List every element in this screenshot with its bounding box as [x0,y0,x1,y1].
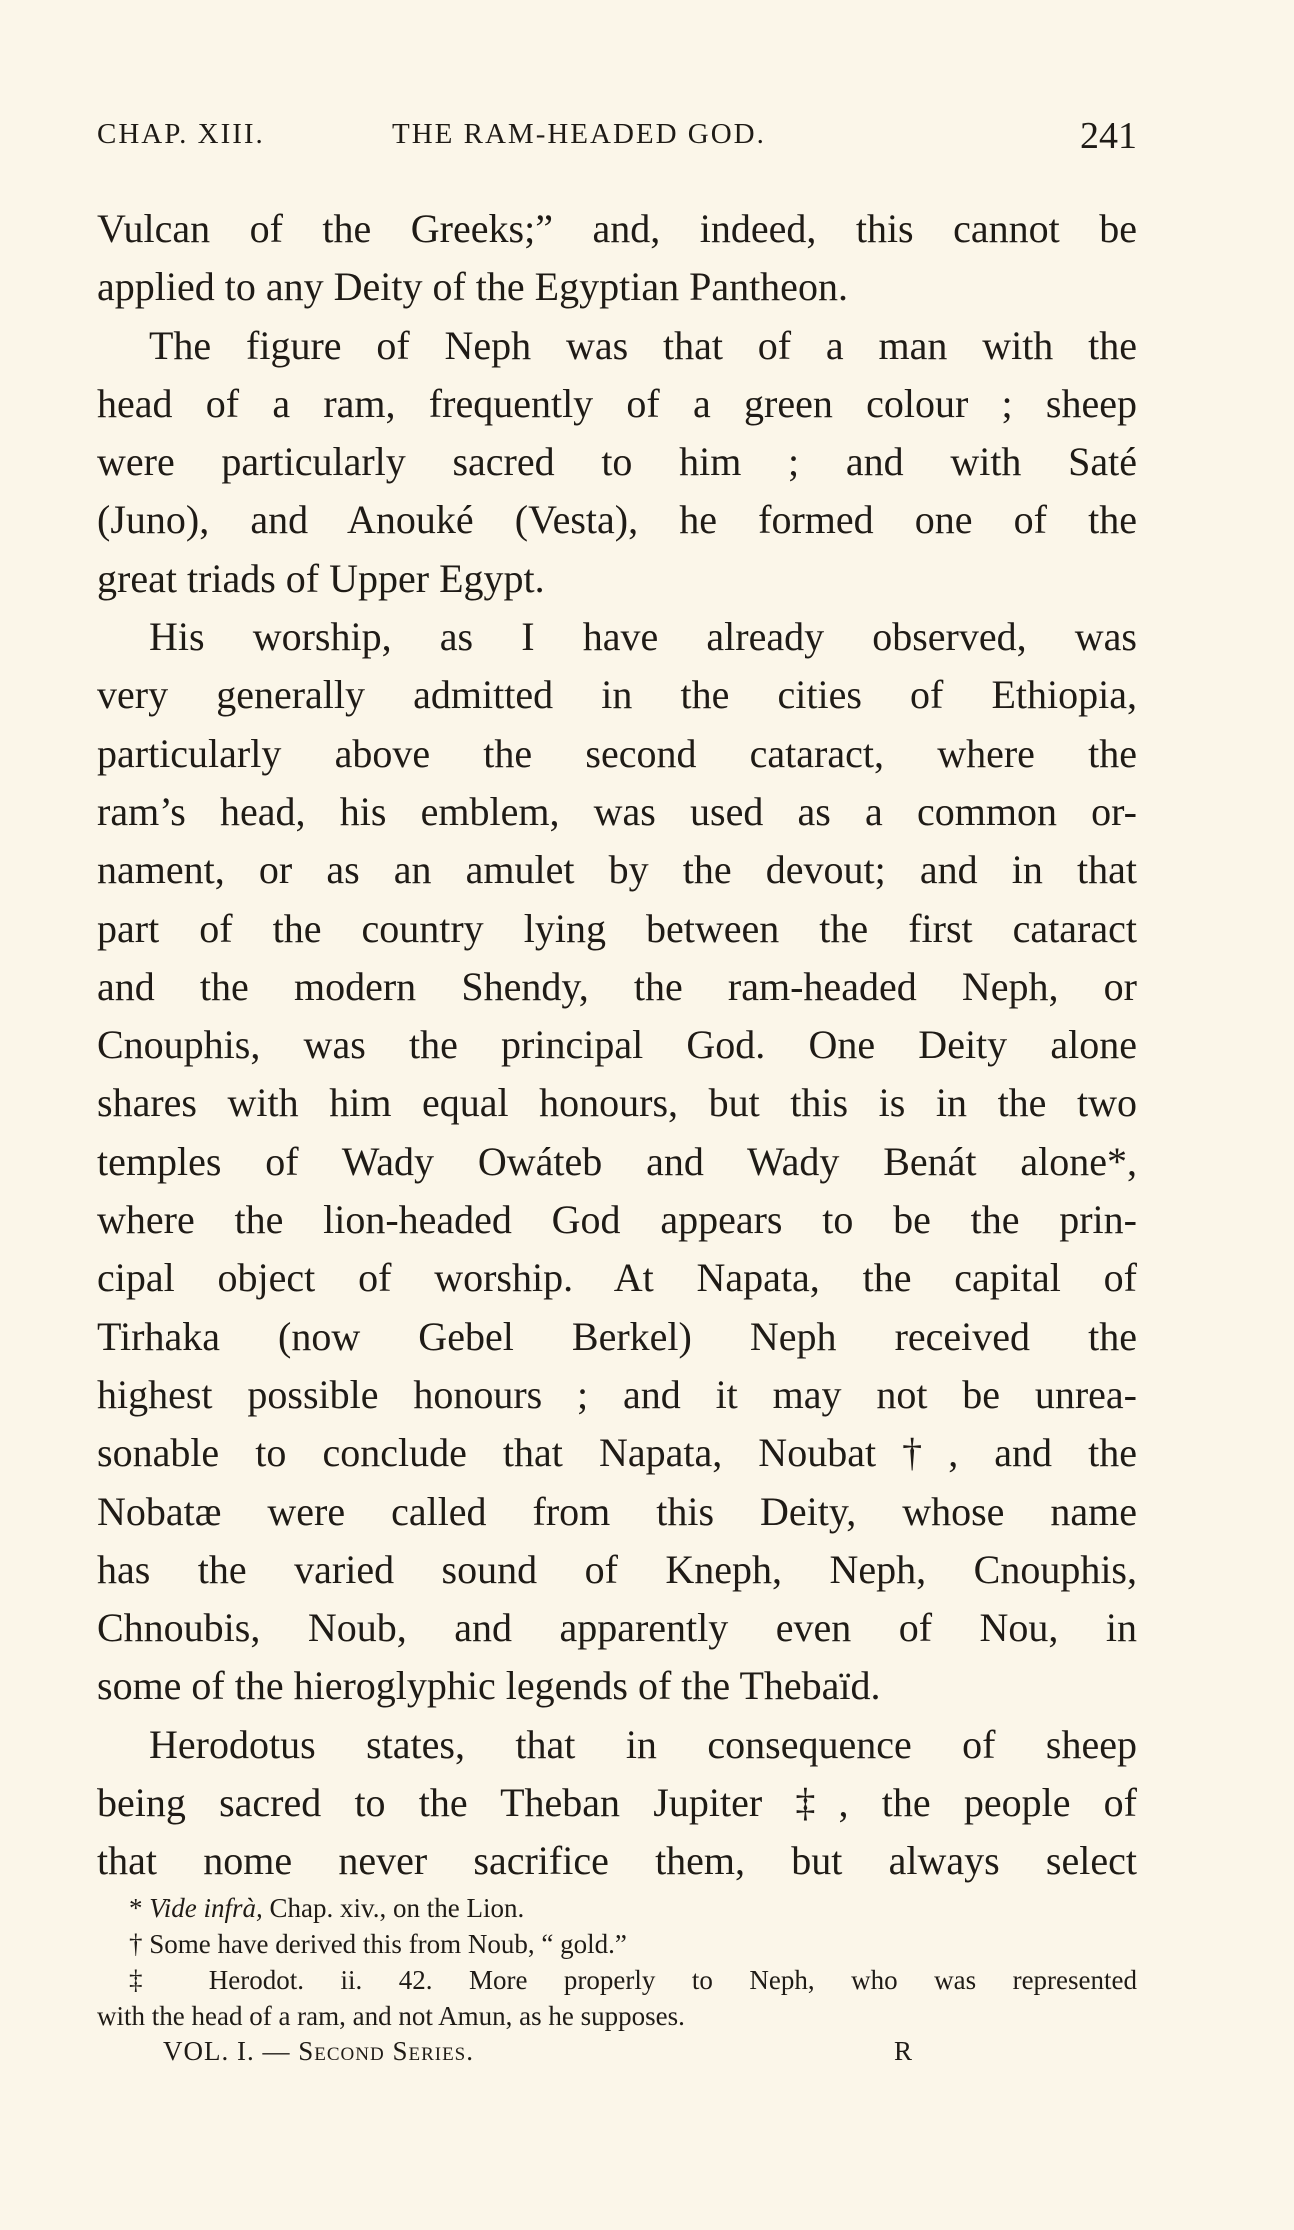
running-title: THE RAM-HEADED GOD. [392,118,766,150]
signature-line [163,2036,913,2076]
text-line: Cnouphis, was the principal God. One Deity alone [97,1022,1137,1068]
footnotes [97,1890,1137,2034]
footnote-1 [97,1890,1137,1926]
volume-number: VOL. I. — [163,2036,299,2066]
footnote-mark: † [129,1929,143,1959]
text-line: shares with him equal honours, but this is in the two [97,1080,1137,1126]
text-line: some of the hieroglyphic legends of the Thebaïd. [97,1663,881,1709]
text-line: highest possible honours ; and it may not be unrea- [97,1371,1137,1417]
text-line: Nobatæ were called from this Deity, whose name [97,1488,1137,1534]
volume-label [163,2036,474,2067]
body-text [97,200,1137,1891]
text-line: very generally admitted in the cities of Ethiopia, [97,672,1137,718]
text-line: nament, or as an amulet by the devout; and in that [97,847,1137,893]
text-line: His worship, as I have already observed, was [149,614,1137,660]
footnote-3-continued: with the head of a ram, and not Amun, as he supposes. [97,2001,685,2031]
footnote-italic: Vide infrà, [149,1893,263,1923]
footnote-3 [97,1962,1137,1998]
text-line: Chnoubis, Noub, and apparently even of Nou, in [97,1605,1137,1651]
footnote-text: Chap. xiv., on the Lion. [269,1893,525,1923]
text-line: that nome never sacrifice them, but always select [97,1838,1137,1884]
text-line: were particularly sacred to him ; and with Saté [97,439,1137,485]
series-label: Second Series. [298,2036,474,2066]
footnote-text: Herodot. ii. 42. More properly to Neph, who was represented [208,1965,1138,1995]
text-line: temples of Wady Owáteb and Wady Benát alone*, [97,1138,1137,1184]
text-line: head of a ram, frequently of a green colour ; sheep [97,380,1137,426]
text-line: where the lion-headed God appears to be the prin- [97,1197,1137,1243]
footnote-mark: * [129,1893,143,1923]
text-line: part of the country lying between the first cataract [97,905,1137,951]
text-line: Tirhaka (now Gebel Berkel) Neph received the [97,1313,1137,1359]
chapter-label: CHAP. XIII. [97,118,265,150]
footnote-2 [97,1926,1137,1962]
text-line: ram’s head, his emblem, was used as a common or- [97,788,1137,834]
text-line: cipal object of worship. At Napata, the capital of [97,1255,1137,1301]
text-line: Vulcan of the Greeks;” and, indeed, this cannot be [97,206,1137,251]
text-line: has the varied sound of Kneph, Neph, Cnouphis, [97,1546,1137,1592]
page-number: 241 [1080,115,1137,157]
footnote-mark: ‡ [129,1965,173,1995]
text-line: sonable to conclude that Napata, Noubat†, and the [97,1430,1137,1476]
signature-mark: R [893,2036,913,2066]
running-header [97,115,1137,162]
text-line: applied to any Deity of the Egyptian Pantheon. [97,264,848,310]
text-line: Herodotus states, that in consequence of sheep [149,1721,1137,1767]
text-line: great triads of Upper Egypt. [97,555,545,601]
footnote-text: Some have derived this from Noub, “ gold.” [149,1929,627,1959]
text-line: being sacred to the Theban Jupiter ‡, the people of [97,1780,1137,1826]
text-line: (Juno), and Anouké (Vesta), he formed one of the [97,497,1137,543]
text-line: particularly above the second cataract, where the [97,730,1137,776]
text-line: and the modern Shendy, the ram-headed Neph, or [97,963,1137,1009]
text-line: The figure of Neph was that of a man with the [149,322,1137,368]
